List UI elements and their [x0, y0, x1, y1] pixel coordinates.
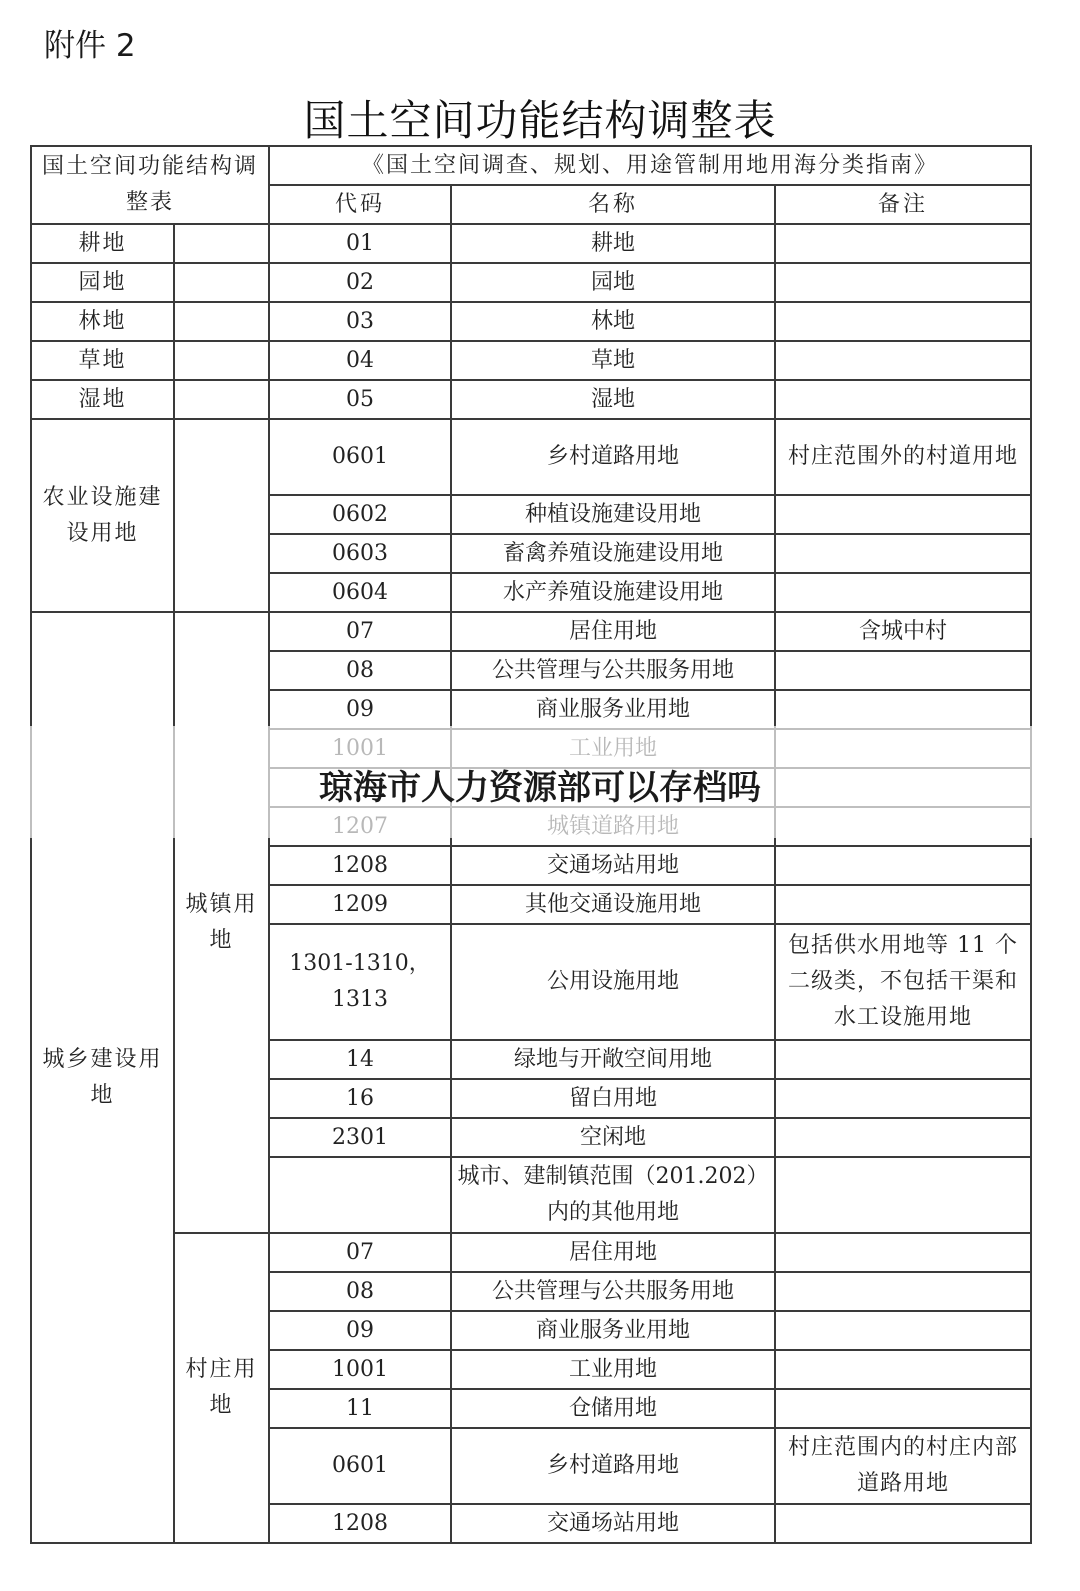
overlay-caption: 琼海市人力资源部可以存档吗: [319, 768, 761, 808]
name-cell: 湿地: [451, 380, 775, 419]
name-cell: 公共管理与公共服务用地: [451, 1272, 775, 1311]
note-cell: [775, 846, 1031, 885]
code-cell: 07: [269, 612, 451, 651]
code-cell: 07: [269, 1233, 451, 1272]
note-cell: 包括供水用地等 11 个二级类，不包括干渠和水工设施用地: [775, 924, 1031, 1040]
name-cell: 仓储用地: [451, 1389, 775, 1428]
note-cell: [775, 224, 1031, 263]
name-cell: 乡村道路用地: [451, 1428, 775, 1504]
note-cell: [775, 534, 1031, 573]
sub-category-cell: 城镇用地: [174, 612, 269, 1233]
name-cell: 城市、建制镇范围（201.202）内的其他用地: [451, 1157, 775, 1233]
table-header-row-1: [31, 146, 1031, 185]
note-cell: [775, 1118, 1031, 1157]
note-cell: [775, 302, 1031, 341]
table-row: [31, 224, 1031, 263]
code-cell: 0604: [269, 573, 451, 612]
name-cell: 其他交通设施用地: [451, 885, 775, 924]
sub-category-cell: [174, 419, 269, 612]
category-cell: 草地: [31, 341, 174, 380]
header-left-title: 国土空间功能结构调整表: [31, 146, 269, 224]
code-cell: 0601: [269, 419, 451, 495]
attachment-label: 附件 2: [44, 28, 136, 64]
note-cell: [775, 1504, 1031, 1543]
name-cell: 耕地: [451, 224, 775, 263]
note-cell: 村庄范围内的村庄内部道路用地: [775, 1428, 1031, 1504]
table-row: [31, 341, 1031, 380]
name-cell: 畜禽养殖设施建设用地: [451, 534, 775, 573]
table-row: [31, 419, 1031, 495]
sub-category-cell: [174, 380, 269, 419]
code-cell: 0601: [269, 1428, 451, 1504]
table-row: [31, 612, 1031, 651]
code-cell: 05: [269, 380, 451, 419]
name-cell: 商业服务业用地: [451, 1311, 775, 1350]
code-cell: 14: [269, 1040, 451, 1079]
note-cell: [775, 1311, 1031, 1350]
table-row: [31, 1233, 1031, 1272]
name-cell: 公共管理与公共服务用地: [451, 651, 775, 690]
name-cell: 草地: [451, 341, 775, 380]
name-cell: 种植设施建设用地: [451, 495, 775, 534]
note-cell: [775, 1157, 1031, 1233]
name-cell: 留白用地: [451, 1079, 775, 1118]
category-cell: 农业设施建设用地: [31, 419, 174, 612]
name-cell: 居住用地: [451, 1233, 775, 1272]
note-cell: [775, 341, 1031, 380]
note-cell: [775, 263, 1031, 302]
name-cell: 园地: [451, 263, 775, 302]
name-cell: 居住用地: [451, 612, 775, 651]
header-name: 名称: [451, 185, 775, 224]
code-cell: 08: [269, 1272, 451, 1311]
code-cell: 04: [269, 341, 451, 380]
category-cell: 城乡建设用地: [31, 612, 174, 1543]
name-cell: 商业服务业用地: [451, 690, 775, 729]
code-cell: 11: [269, 1389, 451, 1428]
sub-category-cell: [174, 302, 269, 341]
name-cell: 交通场站用地: [451, 846, 775, 885]
note-cell: [775, 1389, 1031, 1428]
code-cell: 01: [269, 224, 451, 263]
name-cell: 绿地与开敞空间用地: [451, 1040, 775, 1079]
code-cell: 0602: [269, 495, 451, 534]
note-cell: [775, 885, 1031, 924]
table-row: [31, 302, 1031, 341]
code-cell: 0603: [269, 534, 451, 573]
note-cell: [775, 380, 1031, 419]
code-cell: 09: [269, 690, 451, 729]
note-cell: [775, 1272, 1031, 1311]
category-cell: 林地: [31, 302, 174, 341]
note-cell: [775, 1233, 1031, 1272]
note-cell: [775, 1079, 1031, 1118]
note-cell: [775, 1350, 1031, 1389]
sub-category-cell: [174, 341, 269, 380]
name-cell: 空闲地: [451, 1118, 775, 1157]
header-note: 备注: [775, 185, 1031, 224]
code-cell: 02: [269, 263, 451, 302]
note-cell: 含城中村: [775, 612, 1031, 651]
document-title: 国土空间功能结构调整表: [303, 96, 777, 145]
category-cell: 耕地: [31, 224, 174, 263]
table-row: [31, 380, 1031, 419]
code-cell: [269, 1157, 451, 1233]
name-cell: 林地: [451, 302, 775, 341]
code-cell: 1208: [269, 846, 451, 885]
note-cell: [775, 690, 1031, 729]
category-cell: 园地: [31, 263, 174, 302]
name-cell: 公用设施用地: [451, 924, 775, 1040]
note-cell: 村庄范围外的村道用地: [775, 419, 1031, 495]
note-cell: [775, 1040, 1031, 1079]
note-cell: [775, 651, 1031, 690]
header-code: 代码: [269, 185, 451, 224]
name-cell: 水产养殖设施建设用地: [451, 573, 775, 612]
code-cell: 1209: [269, 885, 451, 924]
sub-category-cell: [174, 263, 269, 302]
sub-category-cell: 村庄用地: [174, 1233, 269, 1543]
sub-category-cell: [174, 224, 269, 263]
code-cell: 03: [269, 302, 451, 341]
note-cell: [775, 495, 1031, 534]
note-cell: [775, 573, 1031, 612]
code-cell: 16: [269, 1079, 451, 1118]
table-row: [31, 263, 1031, 302]
code-cell: 1301-1310，1313: [269, 924, 451, 1040]
name-cell: 工业用地: [451, 1350, 775, 1389]
code-cell: 1208: [269, 1504, 451, 1543]
category-cell: 湿地: [31, 380, 174, 419]
code-cell: 08: [269, 651, 451, 690]
name-cell: 交通场站用地: [451, 1504, 775, 1543]
header-guide-title: 《国土空间调查、规划、用途管制用地用海分类指南》: [269, 146, 1031, 185]
name-cell: 乡村道路用地: [451, 419, 775, 495]
code-cell: 2301: [269, 1118, 451, 1157]
adjustment-table: [30, 145, 1032, 1544]
code-cell: 1001: [269, 1350, 451, 1389]
code-cell: 09: [269, 1311, 451, 1350]
